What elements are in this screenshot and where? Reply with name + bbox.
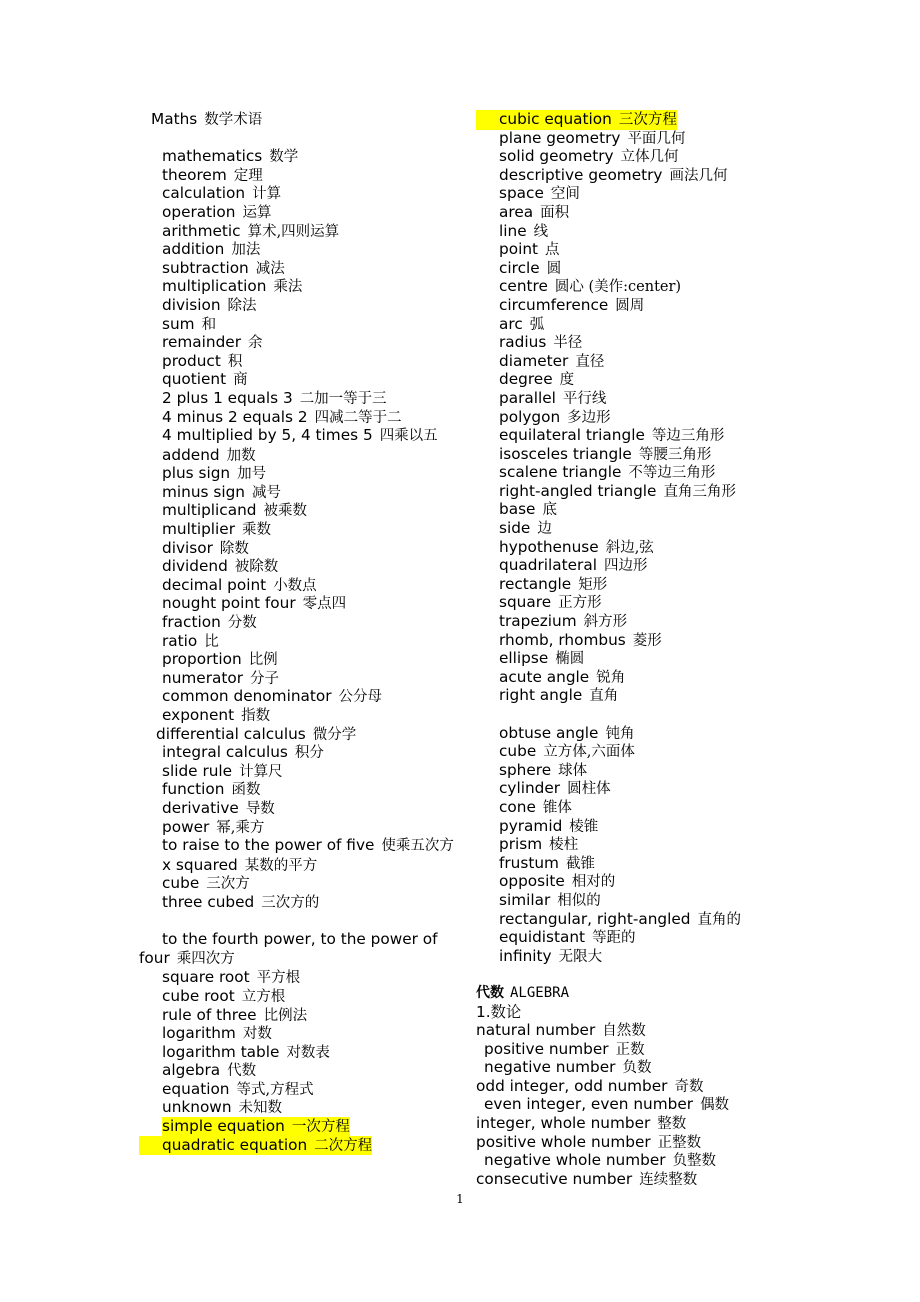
- list-item: opposite 相对的: [499, 872, 616, 891]
- list-item: consecutive number 连续整数: [476, 1169, 698, 1188]
- list-item: divisor 除数: [162, 538, 249, 557]
- list-item-highlighted: cubic equation 三次方程: [476, 110, 776, 129]
- list-item: 4 minus 2 equals 2 四减二等于二: [162, 407, 402, 426]
- list-item: cube 立方体,六面体: [499, 742, 635, 761]
- list-item: side 边: [499, 519, 552, 538]
- subsection-title: 1.数论: [476, 1002, 522, 1021]
- list-item: hypothenuse 斜边,弦: [499, 537, 654, 556]
- list-item: square 正方形: [499, 593, 602, 612]
- list-item-wrapped: to the fourth power, to the power of four 乘四次方: [139, 930, 438, 967]
- list-item: power 幂,乘方: [162, 817, 265, 836]
- list-item: 2 plus 1 equals 3 二加一等于三: [162, 388, 387, 407]
- list-item: slide rule 计算尺: [162, 761, 283, 780]
- list-item: circumference 圆周: [499, 295, 645, 314]
- list-item: diameter 直径: [499, 351, 605, 370]
- list-item: integral calculus 积分: [162, 743, 324, 762]
- list-item: equilateral triangle 等边三角形: [499, 426, 725, 445]
- list-item: even integer, even number 偶数: [484, 1095, 730, 1114]
- list-item: addition 加法: [162, 240, 261, 259]
- list-item: frustum 截锥: [499, 853, 595, 872]
- list-item: positive number 正数: [484, 1039, 645, 1058]
- list-item: cube root 立方根: [162, 986, 286, 1005]
- list-item: similar 相似的: [499, 890, 601, 909]
- list-item: centre 圆心 (美作:center): [499, 277, 682, 296]
- list-item: ellipse 椭圆: [499, 649, 585, 668]
- list-item: rectangular, right-angled 直角的: [499, 909, 741, 928]
- list-item: division 除法: [162, 295, 257, 314]
- list-item: addend 加数: [162, 445, 256, 464]
- list-item: nought point four 零点四: [162, 594, 347, 613]
- list-item: cube 三次方: [162, 874, 250, 893]
- list-item: isosceles triangle 等腰三角形: [499, 444, 712, 463]
- section-title-maths: Maths 数学术语: [151, 110, 263, 128]
- list-item: product 积: [162, 351, 243, 370]
- list-item: mathematics 数学: [162, 147, 299, 166]
- list-item: cylinder 圆柱体: [499, 779, 611, 798]
- list-item: calculation 计算: [162, 184, 282, 203]
- list-item: derivative 导数: [162, 798, 275, 817]
- list-item: equidistant 等距的: [499, 928, 636, 947]
- list-item: line 线: [499, 221, 549, 240]
- list-item: scalene triangle 不等边三角形: [499, 463, 716, 482]
- list-item: x squared 某数的平方: [162, 855, 318, 874]
- list-item: rhomb, rhombus 菱形: [499, 630, 662, 649]
- list-item: ratio 比: [162, 631, 219, 650]
- list-item: negative number 负数: [484, 1058, 652, 1077]
- list-item: parallel 平行线: [499, 388, 607, 407]
- list-item: multiplication 乘法: [162, 277, 303, 296]
- list-item: degree 度: [499, 370, 575, 389]
- list-item: unknown 未知数: [162, 1098, 283, 1117]
- list-item: three cubed 三次方的: [162, 892, 320, 911]
- list-item: fraction 分数: [162, 613, 257, 632]
- list-item: numerator 分子: [162, 668, 280, 687]
- list-item: rule of three 比例法: [162, 1005, 308, 1024]
- list-item-wrapped: to raise to the power of five 使乘五次方: [162, 836, 454, 855]
- list-item: acute angle 锐角: [499, 667, 626, 686]
- list-item: polygon 多边形: [499, 407, 611, 426]
- list-item: exponent 指数: [162, 706, 271, 724]
- list-item: odd integer, odd number 奇数: [476, 1076, 704, 1095]
- list-item: logarithm table 对数表: [162, 1042, 330, 1061]
- list-item: minus sign 减号: [162, 482, 281, 501]
- list-item: pyramid 棱锥: [499, 816, 599, 835]
- list-item: descriptive geometry 画法几何: [499, 165, 728, 184]
- list-item: area 面积: [499, 202, 570, 221]
- list-item: plus sign 加号: [162, 464, 267, 483]
- list-item: obtuse angle 钝角: [499, 723, 635, 742]
- list-item: remainder 余: [162, 333, 263, 352]
- list-item: multiplicand 被乘数: [162, 501, 307, 520]
- list-item: quotient 商: [162, 370, 248, 389]
- list-item: theorem 定理: [162, 165, 263, 184]
- list-item: point 点: [499, 240, 560, 259]
- list-item: radius 半径: [499, 333, 583, 352]
- section-title-algebra: 代数 ALGEBRA: [476, 984, 570, 1001]
- list-item: arc 弧: [499, 314, 545, 333]
- list-item: trapezium 斜方形: [499, 612, 628, 631]
- list-item: differential calculus 微分学: [156, 724, 357, 743]
- list-item: positive whole number 正整数: [476, 1132, 702, 1151]
- list-item: infinity 无限大: [499, 946, 603, 965]
- list-item: proportion 比例: [162, 650, 278, 669]
- list-item: space 空间: [499, 184, 580, 203]
- list-item: sphere 球体: [499, 760, 588, 779]
- list-item: right-angled triangle 直角三角形: [499, 481, 736, 500]
- list-item-highlighted: simple equation 一次方程: [162, 1117, 350, 1136]
- list-item: dividend 被除数: [162, 557, 279, 576]
- left-column: [139, 110, 457, 1154]
- list-item: solid geometry 立体几何: [499, 147, 679, 166]
- list-item: natural number 自然数: [476, 1021, 646, 1040]
- page-number: 1: [456, 1192, 464, 1206]
- list-item: prism 棱柱: [499, 835, 579, 854]
- list-item: circle 圆: [499, 258, 562, 277]
- list-item: cone 锥体: [499, 797, 572, 816]
- right-column: [476, 110, 776, 1188]
- list-item: integer, whole number 整数: [476, 1114, 687, 1133]
- list-item: operation 运算: [162, 202, 272, 221]
- list-item: square root 平方根: [162, 968, 301, 987]
- list-item: multiplier 乘数: [162, 520, 272, 539]
- list-item-wrapped: 4 multiplied by 5, 4 times 5 四乘以五: [162, 426, 438, 445]
- list-item: logarithm 对数: [162, 1024, 272, 1043]
- list-item: rectangle 矩形: [499, 574, 608, 593]
- list-item: right angle 直角: [499, 686, 619, 705]
- list-item: function 函数: [162, 780, 261, 799]
- list-item: base 底: [499, 500, 557, 519]
- list-item: algebra 代数: [162, 1061, 257, 1080]
- list-item: subtraction 减法: [162, 258, 285, 277]
- list-item: plane geometry 平面几何: [499, 128, 686, 147]
- list-item: quadrilateral 四边形: [499, 556, 648, 575]
- list-item: common denominator 公分母: [162, 687, 383, 706]
- list-item: negative whole number 负整数: [484, 1151, 717, 1170]
- list-item-highlighted: quadratic equation 二次方程: [139, 1136, 457, 1155]
- list-item: equation 等式,方程式: [162, 1079, 314, 1098]
- list-item: arithmetic 算术,四则运算: [162, 221, 340, 240]
- list-item: decimal point 小数点: [162, 575, 317, 594]
- list-item: sum 和: [162, 314, 217, 333]
